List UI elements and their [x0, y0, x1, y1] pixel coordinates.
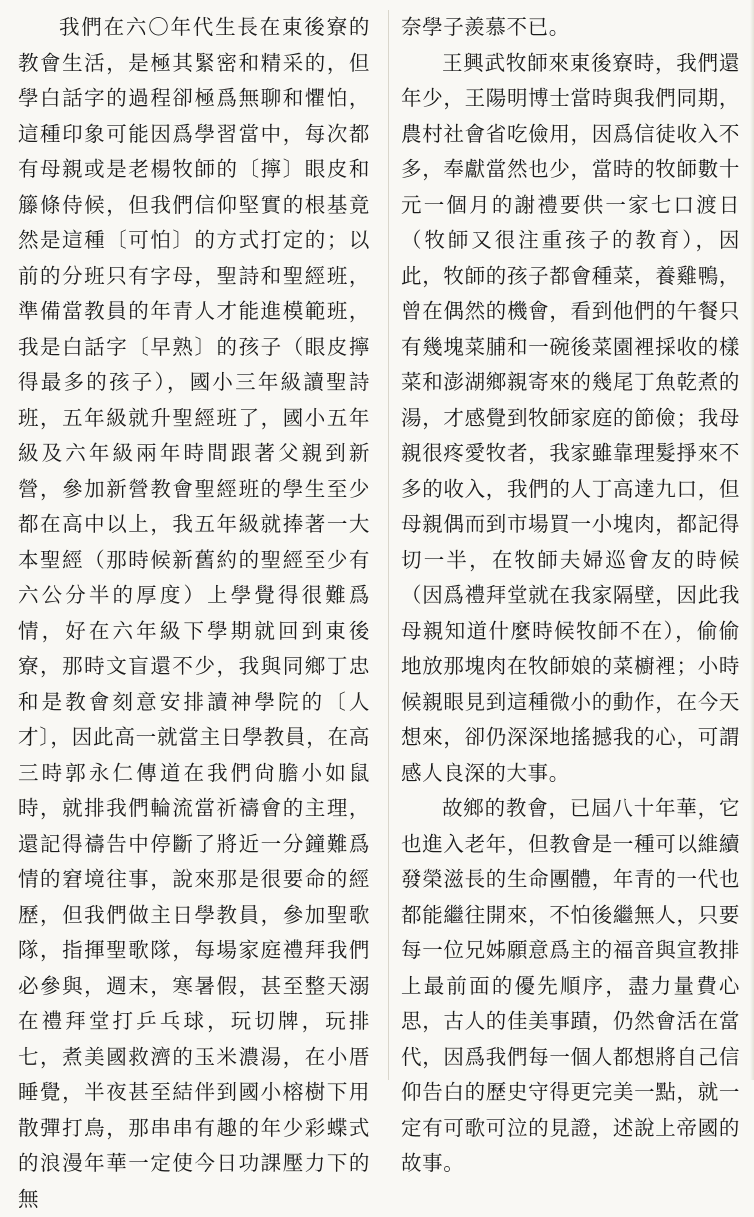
- left-column: [18, 10, 370, 1211]
- paragraph-childhood-church-life: 我們在六〇年代生長在東後寮的教會生活，是極其緊密和精采的，但學白話字的過程卻極爲無聊和懼怕，這種印象可能因爲學習當中，每次都有母親或是老楊牧師的〔擰〕眼皮和籐條侍候，但我們信仰堅實的根基竟然是這種〔可怕〕的方式打定的；以前的分班只有字母，聖詩和聖經班，準備當教員的年青人才能進模範班，我是白話字〔早熟〕的孩子（眼皮擰得最多的孩子），國小三年級讀聖詩班，五年級就升聖經班了，國小五年級及六年級兩年時間跟著父親到新營，參加新營教會聖經班的學生至少都在高中以上，我五年級就捧著一大本聖經（那時候新舊約的聖經至少有六公分半的厚度）上學覺得很難爲情，好在六年級下學期就回到東後寮，那時文盲還不少，我與同鄉丁忠和是教會刻意安排讀神學院的〔人才〕，因此高一就當主日學教員，在高三時郭永仁傳道在我們尙膽小如鼠時，就排我們輪流當祈禱會的主理，還記得禱告中停斷了將近一分鐘難爲情的窘境往事，說來那是很要命的經歷，但我們做主日學教員，參加聖歌隊，指揮聖歌隊，每場家庭禮拜我們必參與，週末，寒暑假，甚至整天溺在禮拜堂打乒乓球，玩切牌，玩排七，煮美國救濟的玉米濃湯，在小厝睡覺，半夜甚至結伴到國小榕樹下用散彈打鳥，那串串有趣的年少彩蝶式的浪漫年華一定使今日功課壓力下的無: [18, 15, 370, 1211]
- page-edge-shadow: [750, 0, 754, 1080]
- paragraph-continuation: 奈學子羨慕不已。: [401, 15, 570, 39]
- paragraph-pastor-wang: 王興武牧師來東後寮時，我們還年少，王陽明博士當時與我們同期，農村社會省吃儉用，因爲信徒收入不多，奉獻當然也少，當時的牧師數十元一個月的謝禮要供一家七口渡日（牧師又很注重孩子的教育），因此，牧師的孩子都會種菜，養雞鴨，曾在偶然的機會，看到他們的午餐只有幾塊菜脯和一碗後菜園裡採收的樣菜和澎湖鄉親寄來的幾尾丁魚乾煮的湯，才感覺到牧師家庭的節儉；我母親很疼愛牧者，我家雖靠理髮掙來不多的收入，我們的人丁高達九口，但母親偶而到市場買一小塊肉，都記得切一半，在牧師夫婦巡會友的時候（因爲禮拜堂就在我家隔壁，因此我母親知道什麼時候牧師不在），偷偷地放那塊肉在牧師娘的菜櫥裡；小時候親眼見到這種微小的動作，在今天想來，卻仍深深地搖撼我的心，可謂感人良深的大事。: [401, 50, 740, 785]
- paragraph-hometown-church: 故鄉的教會，已屆八十年華，它也進入老年，但教會是一種可以維續發榮滋長的生命團體，年青的一代也都能繼往開來，不怕後繼無人，只要每一位兄姊願意爲主的福音與宣教排上最前面的優先順序，盡力量費心思，古人的佳美事蹟，仍然會活在當代，因爲我們每一個人都想將自己信仰告白的歷史守得更完美一點，就一定有可歌可泣的見證，述說上帝國的故事。: [401, 796, 740, 1175]
- right-column: [388, 10, 740, 1175]
